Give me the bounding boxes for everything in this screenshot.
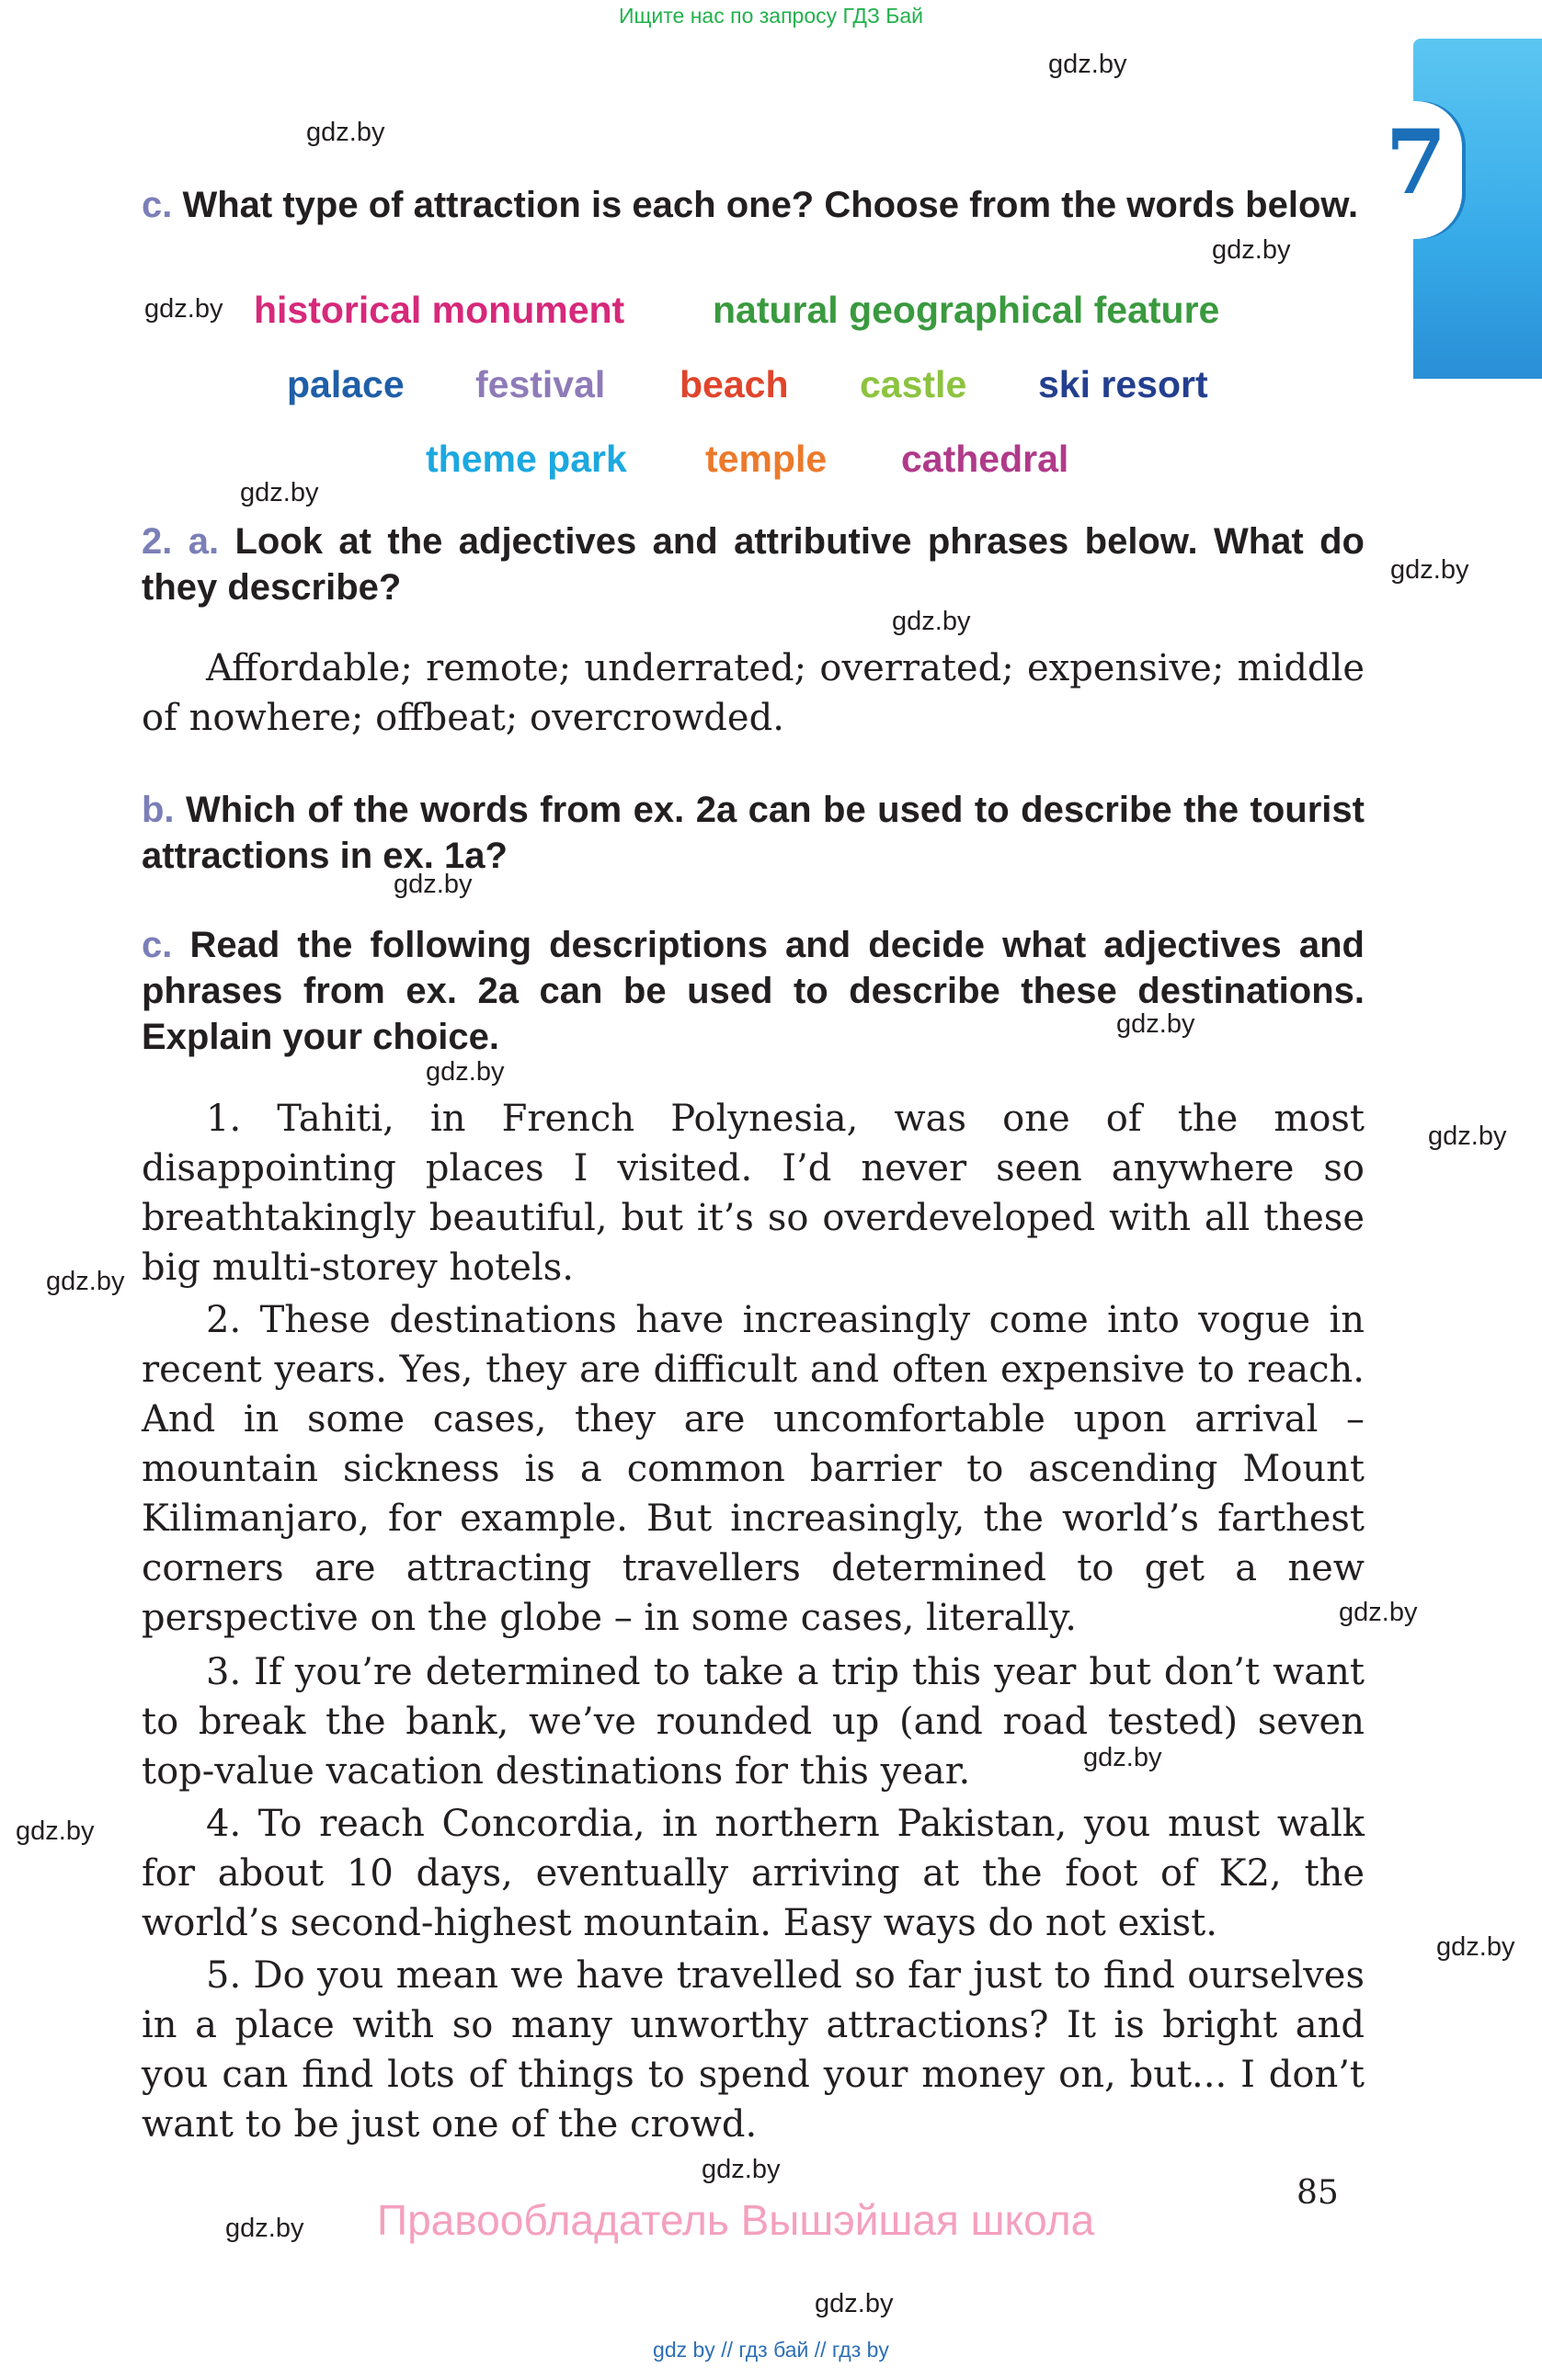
watermark: gdz.by [1390, 555, 1469, 585]
watermark: gdz.by [1116, 1009, 1195, 1039]
watermark: gdz.by [1339, 1598, 1418, 1627]
watermark: gdz.by [1212, 235, 1291, 265]
description-3: 3. If you’re determined to take a trip this year but don’t want to break the bank, we’ve rounded up (and road tested) seven top-value vacation destinations for this year. [142, 1651, 1365, 1793]
copyright-notice: Правообладатель Вышэйшая школа [377, 2196, 1095, 2244]
watermark: gdz.by [1048, 50, 1127, 79]
adjective-list: Affordable; remote; underrated; overrated; expensive; middle of nowhere; offbeat; overcrowded. [142, 647, 1365, 739]
word-beach: beach [680, 363, 789, 405]
instruction-text: What type of attraction is each one? Choose from the words below. [182, 185, 1359, 225]
watermark: gdz.by [394, 870, 473, 899]
watermark: gdz.by [815, 2289, 894, 2318]
word-castle: castle [860, 363, 967, 405]
description-5: 5. Do you mean we have travelled so far just to find ourselves in a place with so many unworthy attractions? It is bright and you can find lots of things to spend your money on, but... I don’t want to be just one of the crowd. [142, 1954, 1365, 2146]
watermark: gdz.by [1436, 1932, 1515, 1962]
description-4: 4. To reach Concordia, in northern Pakistan, you must walk for about 10 days, eventually arriving at the foot of K2, the world’s second-highest mountain. Easy ways do not exist. [142, 1803, 1365, 1944]
watermark: gdz.by [144, 294, 223, 324]
footer-links[interactable]: gdz by // гдз бай // гдз by [653, 2338, 889, 2362]
watermark: gdz.by [16, 1816, 95, 1846]
exercise-label: c. [142, 925, 173, 965]
instruction-text: Read the following descriptions and decide what adjectives and phrases from ex. 2a can be used to describe these destinations. Explain your choice. [142, 925, 1365, 1057]
watermark: gdz.by [306, 118, 385, 147]
exercise-2a-instruction [142, 518, 1365, 610]
exercise-label: 2. a. [142, 521, 220, 562]
exercise-label: c. [142, 185, 173, 225]
unit-number: 7 [1385, 110, 1447, 214]
word-theme-park: theme park [426, 438, 627, 480]
watermark: gdz.by [1083, 1743, 1162, 1772]
word-palace: palace [287, 363, 405, 405]
exercise-label: b. [142, 790, 175, 830]
instruction-text: Which of the words from ex. 2a can be used to describe the tourist attractions in ex. 1a? [142, 790, 1365, 876]
word-temple: temple [705, 438, 828, 480]
watermark: gdz.by [240, 478, 319, 507]
exercise-2b-instruction [142, 787, 1365, 879]
exercise-2c-instruction [142, 922, 1365, 1060]
word-historical-monument: historical monument [254, 289, 625, 331]
watermark: gdz.by [1428, 1122, 1507, 1151]
watermark: gdz.by [702, 2155, 781, 2184]
word-natural-geographical-feature: natural geographical feature [713, 289, 1220, 331]
watermark: gdz.by [426, 1057, 505, 1087]
watermark: gdz.by [892, 607, 971, 636]
top-banner[interactable]: Ищите нас по запросу ГДЗ Бай [618, 4, 924, 28]
watermark: gdz.by [46, 1267, 125, 1296]
page-number: 85 [1296, 2174, 1339, 2212]
watermark: gdz.by [225, 2214, 304, 2243]
word-ski-resort: ski resort [1038, 363, 1208, 405]
exercise-1c-instruction [142, 182, 1365, 228]
instruction-text: Look at the adjectives and attributive phrases below. What do they describe? [142, 521, 1365, 608]
word-cathedral: cathedral [901, 438, 1069, 480]
description-1: 1. Tahiti, in French Polynesia, was one of the most disappointing places I visited. I’d never seen anywhere so breathtakingly beautiful, but it’s so overdeveloped with all these big multi-storey hotels. [142, 1098, 1365, 1289]
word-festival: festival [475, 363, 606, 405]
description-2: 2. These destinations have increasingly come into vogue in recent years. Yes, they are difficult and often expensive to reach. And in some cases, they are uncomfortable upon arrival – mountain sickness is a common barrier to ascending Mount Kilimanjaro, for example. But increasingly, the world’s farthest corners are attracting travellers determined to get a new perspective on the globe – in some cases, literally. [142, 1299, 1365, 1639]
